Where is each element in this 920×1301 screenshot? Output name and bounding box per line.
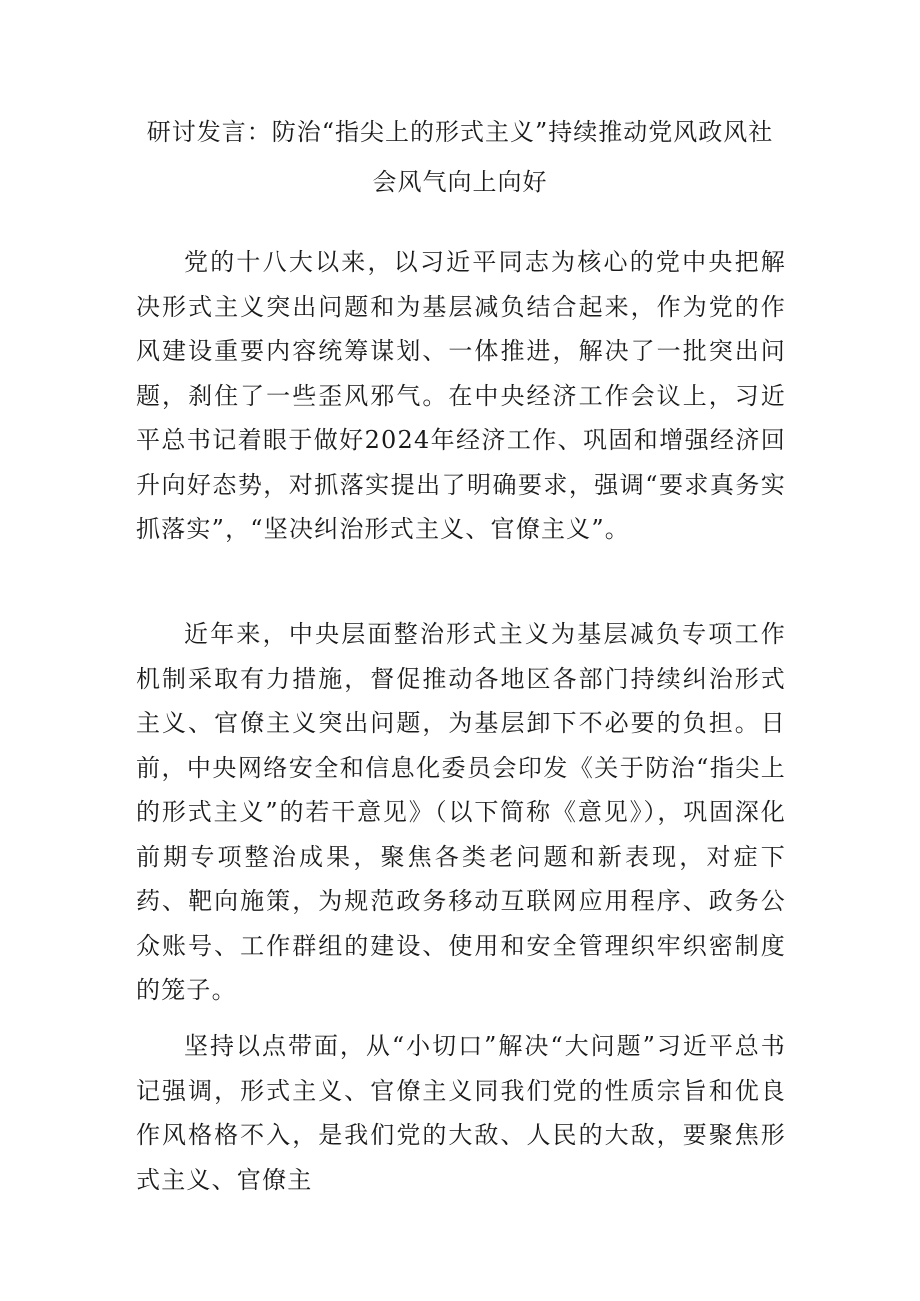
document-title-line-2: 会风气向上向好 — [372, 168, 548, 196]
paragraph-1: 党的十八大以来，以习近平同志为核心的党中央把解决形式主义突出问题和为基层减负结合起来，作为党的作风建设重要内容统筹谋划、一体推进，解决了一批突出问题，刹住了一些歪风邪气。在中央经济工作会议上，习近平总书记着眼于做好2024年经济工作、巩固和增强经济回升向好态势，对抓落实提出了明确要求，强调“要求真务实抓落实”，“坚决纠治形式主义、官僚主义”。 — [136, 248, 786, 543]
document-title-line-1: 研讨发言：防治“指尖上的形式主义”持续推动党风政风社 — [146, 118, 774, 146]
paragraph-2: 近年来，中央层面整治形式主义为基层减负专项工作机制采取有力措施，督促推动各地区各部门持续纠治形式主义、官僚主义突出问题，为基层卸下不必要的负担。日前，中央网络安全和信息化委员会印发《关于防治“指尖上的形式主义”的若干意见》（以下简称《意见》），巩固深化前期专项整治成果，聚焦各类老问题和新表现，对症下药、靶向施策，为规范政务移动互联网应用程序、政务公众账号、工作群组的建设、使用和安全管理织牢织密制度的笼子。 — [136, 620, 786, 1004]
paragraph-3: 坚持以点带面，从“小切口”解决“大问题”习近平总书记强调，形式主义、官僚主义同我们党的性质宗旨和优良作风格格不入，是我们党的大敌、人民的大敌，要聚焦形式主义、官僚主 — [136, 1032, 786, 1194]
